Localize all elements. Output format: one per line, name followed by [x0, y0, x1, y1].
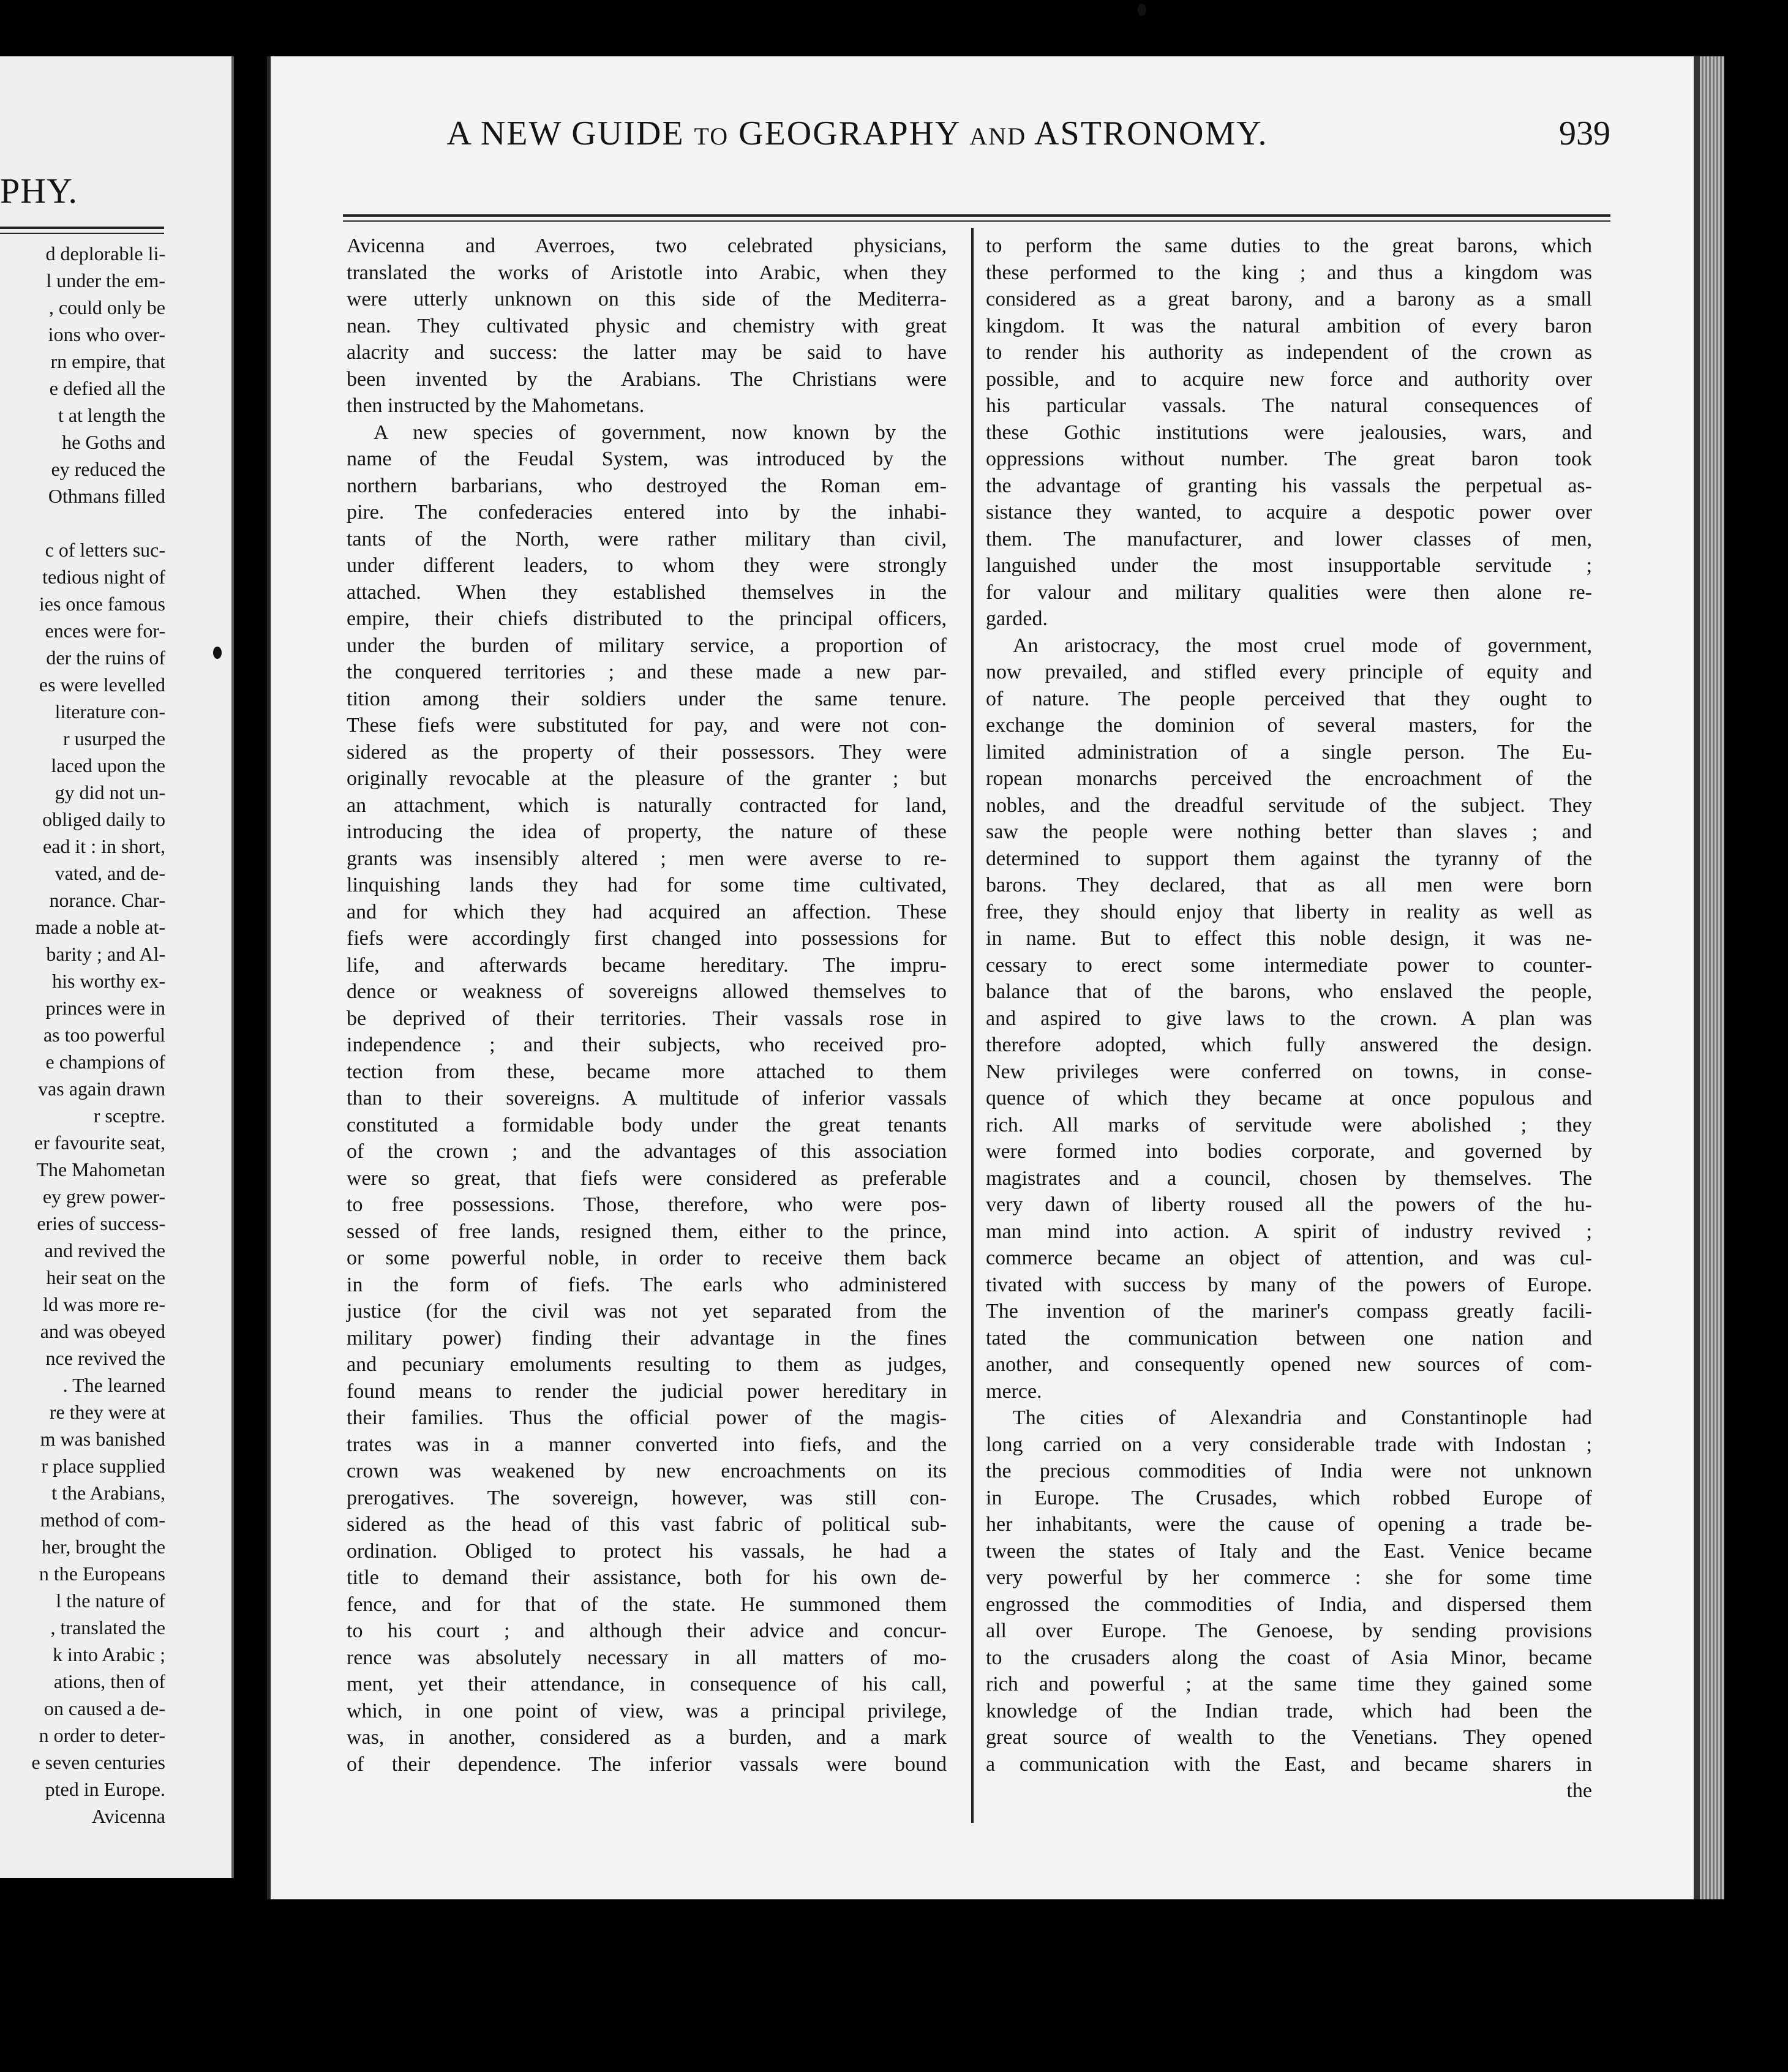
previous-page-line: t at length the: [58, 404, 165, 426]
text-line: attached. When they established themselves in the: [347, 580, 947, 604]
previous-page-line: as too powerful: [43, 1024, 165, 1046]
text-line: garded.: [986, 607, 1048, 630]
text-line: the conquered territories ; and these made a new par-: [347, 661, 947, 683]
previous-page-line: tedious night of: [42, 566, 165, 588]
previous-page-line: c of letters suc-: [45, 539, 165, 561]
text-line: northern barbarians, who destroyed the Roman em-: [347, 474, 947, 497]
text-line: tween the states of Italy and the East. Venice became: [986, 1539, 1592, 1563]
text-line: than to their sovereigns. A multitude of inferior vassals: [347, 1087, 947, 1109]
text-line: them. The manufacturer, and lower classes of men,: [986, 527, 1592, 550]
previous-page-line: pted in Europe.: [45, 1778, 165, 1800]
previous-page-line: heir seat on the: [46, 1266, 165, 1288]
previous-page-line: e seven centuries: [31, 1751, 165, 1773]
text-line: be deprived of their territories. Their vassals rose in: [347, 1007, 947, 1030]
text-line: trates was in a manner converted into fiefs, and the: [347, 1433, 947, 1456]
text-line: fiefs were accordingly first changed into possessions for: [347, 927, 947, 950]
previous-page-line: n order to deter-: [39, 1724, 165, 1746]
text-line: limited administration of a single person. The Eu-: [986, 740, 1592, 764]
text-line: his particular vassals. The natural consequences of: [986, 394, 1592, 417]
previous-page-line: der the ruins of: [46, 647, 165, 669]
text-line: sistance they wanted, to acquire a despotic power over: [986, 501, 1592, 524]
previous-page-line: ations, then of: [53, 1670, 165, 1692]
text-line: therefore adopted, which fully answered the design.: [986, 1034, 1592, 1056]
previous-page-line: e defied all the: [49, 377, 165, 399]
header-rule: [343, 214, 1610, 217]
previous-page-line: ions who over-: [48, 323, 165, 345]
text-line: A new species of government, now known by the: [374, 421, 947, 444]
previous-page-line: k into Arabic ;: [53, 1643, 165, 1665]
previous-page-line: he Goths and: [62, 431, 165, 453]
text-line: her inhabitants, were the cause of opening a trade be-: [986, 1513, 1592, 1536]
previous-page-line: r usurped the: [62, 727, 165, 749]
previous-page-line: rn empire, that: [50, 350, 165, 372]
text-line: very powerful by her commerce : she for some time: [986, 1566, 1592, 1589]
text-line: The invention of the mariner's compass greatly facili-: [986, 1300, 1592, 1323]
text-line: engrossed the commodities of India, and dispersed them: [986, 1593, 1592, 1616]
text-line: ordination. Obliged to protect his vassals, he had a: [347, 1539, 947, 1563]
text-line: found means to render the judicial power hereditary in: [347, 1379, 947, 1403]
text-line: to the crusaders along the coast of Asia Minor, became: [986, 1646, 1592, 1669]
text-line: and aspired to give laws to the crown. A plan was: [986, 1007, 1592, 1030]
header-title-part: ASTRONOMY.: [1034, 114, 1268, 152]
text-line: these performed to the king ; and thus a kingdom was: [986, 261, 1592, 284]
text-line: tivated with success by many of the powers of Europe.: [986, 1273, 1592, 1296]
text-line: independence ; and their subjects, who received pro-: [347, 1034, 947, 1056]
previous-page-text: [0, 240, 165, 1830]
text-line: Avicenna and Averroes, two celebrated physicians,: [347, 235, 947, 257]
text-line: knowledge of the Indian trade, which had been the: [986, 1699, 1592, 1722]
text-line: was, in another, considered as a burden, and a mark: [347, 1726, 947, 1749]
text-line: long carried on a very considerable trade with Indostan ;: [986, 1433, 1592, 1456]
text-line: were so great, that fiefs were considered as preferable: [347, 1166, 947, 1190]
text-line: under different leaders, to whom they were strongly: [347, 554, 947, 577]
text-line: been invented by the Arabians. The Christians were: [347, 367, 947, 391]
text-line: were utterly unknown on this side of the Mediterra-: [347, 288, 947, 310]
previous-page-line: on caused a de-: [43, 1697, 165, 1719]
previous-page-line: ey grew power-: [42, 1185, 165, 1207]
text-line: rence was absolutely necessary in all matters of mo-: [347, 1646, 947, 1669]
page-edge-stack: [1700, 56, 1724, 1899]
previous-page-line: and revived the: [44, 1239, 165, 1261]
previous-page-line: nce revived the: [45, 1347, 165, 1369]
text-line: barons. They declared, that as all men were born: [986, 874, 1592, 896]
text-line: nean. They cultivated physic and chemistry with great: [347, 314, 947, 337]
previous-page-line: t the Arabians,: [51, 1482, 165, 1504]
previous-page-line: r place supplied: [41, 1455, 165, 1477]
previous-page-line: Othmans filled: [48, 485, 165, 507]
text-line: to his court ; and although their advice and concur-: [347, 1620, 947, 1642]
previous-page-line: . The learned: [62, 1374, 165, 1396]
text-line: grants was insensibly altered ; men were averse to re-: [347, 847, 947, 870]
text-line: in the form of fiefs. The earls who administered: [347, 1273, 947, 1296]
previous-page-line: ld was more re-: [43, 1293, 165, 1315]
text-line: their families. Thus the official power of the magis-: [347, 1406, 947, 1429]
text-line: These fiefs were substituted for pay, and were not con-: [347, 714, 947, 737]
text-line: another, and consequently opened new sources of com-: [986, 1353, 1592, 1376]
text-line: translated the works of Aristotle into Arabic, when they: [347, 261, 947, 284]
text-line: to free possessions. Those, therefore, who were pos-: [347, 1193, 947, 1216]
previous-page-fragment: [0, 56, 234, 1878]
header-title-part: GEOGRAPHY: [738, 114, 960, 152]
previous-page-line: obliged daily to: [42, 808, 165, 830]
scan-speck: [213, 647, 222, 659]
previous-page-line: eries of success-: [37, 1212, 165, 1234]
text-line: considered as a great barony, and a barony as a small: [986, 288, 1592, 310]
text-line: determined to support them against the tyranny of the: [986, 847, 1592, 870]
text-line: a communication with the East, and became sharers in: [986, 1752, 1592, 1776]
text-line: The cities of Alexandria and Constantinople had: [1013, 1406, 1592, 1429]
previous-page-line: gy did not un-: [54, 781, 165, 803]
text-line: in name. But to effect this noble design, it was ne-: [986, 927, 1592, 950]
text-line: nobles, and the dreadful servitude of the subject. They: [986, 794, 1592, 817]
previous-page-line: ey reduced the: [51, 458, 165, 480]
text-column-right: [986, 233, 1592, 1804]
text-line: linquishing lands they had for some time cultivated,: [347, 874, 947, 896]
text-line: these Gothic institutions were jealousies, wars, and: [986, 421, 1592, 444]
text-line: of nature. The people perceived that they ought to: [986, 687, 1592, 710]
previous-page-line: , translated the: [50, 1616, 165, 1638]
previous-page-line: vated, and de-: [54, 862, 165, 884]
text-line: tection from these, became more attached to them: [347, 1060, 947, 1083]
text-line: tition among their soldiers under the same tenure.: [347, 687, 947, 710]
text-line: empire, their chiefs distributed to the principal officers,: [347, 607, 947, 630]
page-number: 939: [1559, 114, 1610, 152]
previous-page-line: The Mahometan: [36, 1158, 165, 1181]
header-rule-thin: [343, 220, 1610, 222]
text-line: in Europe. The Crusades, which robbed Europe of: [986, 1486, 1592, 1509]
text-line: and for which they had acquired an affection. These: [347, 900, 947, 923]
text-line: rich and powerful ; at the same time they gained some: [986, 1673, 1592, 1695]
previous-page-line: ead it : in short,: [43, 835, 165, 857]
text-line: under the burden of military service, a proportion of: [347, 634, 947, 657]
previous-page-line: ences were for-: [45, 620, 165, 642]
text-line: of the crown ; and the advantages of this association: [347, 1140, 947, 1163]
text-line: or some powerful noble, in order to receive them back: [347, 1247, 947, 1269]
previous-page-line: ies once famous: [39, 593, 165, 615]
text-line: now prevailed, and stifled every principle of equity and: [986, 661, 1592, 683]
previous-page-line: m was banished: [40, 1428, 165, 1450]
previous-page-line: his worthy ex-: [52, 970, 165, 992]
text-line: which, in one point of view, was a principal privilege,: [347, 1699, 947, 1722]
previous-page-line: , could only be: [48, 296, 165, 318]
text-line: rich. All marks of servitude were abolished ; they: [986, 1113, 1592, 1136]
text-line: commerce became an object of attention, and was cul-: [986, 1247, 1592, 1269]
text-line: sessed of free lands, resigned them, either to the prince,: [347, 1220, 947, 1243]
text-line: possible, and to acquire new force and authority over: [986, 367, 1592, 391]
text-line: sidered as the head of this vast fabric of political sub-: [347, 1513, 947, 1536]
previous-page-line: method of com-: [40, 1509, 165, 1531]
previous-page-header-rule-thin: [0, 233, 164, 234]
text-line: and pecuniary emoluments resulting to them as judges,: [347, 1353, 947, 1376]
text-line: ropean monarchs perceived the encroachment of the: [986, 767, 1592, 790]
text-line: great source of wealth to the Venetians. They opened: [986, 1726, 1592, 1749]
text-line: military power) finding their advantage in the fines: [347, 1326, 947, 1349]
text-line: title to demand their assistance, both for his own de-: [347, 1566, 947, 1589]
text-line: cessary to erect some intermediate power to counter-: [986, 953, 1592, 977]
text-line: all over Europe. The Genoese, by sending provisions: [986, 1620, 1592, 1642]
text-line: originally revocable at the pleasure of the granter ; but: [347, 767, 947, 790]
text-line: alacrity and success: the latter may be said to have: [347, 341, 947, 364]
text-line: life, and afterwards became hereditary. The impru-: [347, 953, 947, 977]
previous-page-line: and was obeyed: [40, 1320, 165, 1342]
text-line: then instructed by the Mahometans.: [347, 394, 645, 417]
text-line: kingdom. It was the natural ambition of every baron: [986, 314, 1592, 337]
text-line: crown was weakened by new encroachments on its: [347, 1460, 947, 1482]
previous-page-line: l under the em-: [46, 269, 165, 291]
text-line: dence or weakness of sovereigns allowed themselves to: [347, 980, 947, 1003]
text-line: to perform the same duties to the great barons, which: [986, 235, 1592, 257]
text-line: the precious commodities of India were not unknown: [986, 1460, 1592, 1482]
previous-page-line: e champions of: [45, 1051, 165, 1073]
previous-page-line: vas again drawn: [38, 1078, 165, 1100]
text-line: the: [1566, 1779, 1592, 1802]
header-title-connector: TO: [694, 122, 729, 150]
previous-page-line: es were levelled: [39, 674, 165, 696]
text-line: magistrates and a council, chosen by themselves. The: [986, 1166, 1592, 1190]
text-line: saw the people were nothing better than slaves ; and: [986, 820, 1592, 843]
previous-page-line: literature con-: [54, 700, 165, 723]
text-line: man mind into action. A spirit of industry revived ;: [986, 1220, 1592, 1243]
text-line: ment, yet their attendance, in consequence of his call,: [347, 1673, 947, 1695]
previous-page-line: l the nature of: [56, 1590, 165, 1612]
text-line: an attachment, which is naturally contracted for land,: [347, 794, 947, 817]
scan-speck: [1138, 4, 1146, 16]
previous-page-line: barity ; and Al-: [46, 943, 165, 965]
running-header: [282, 114, 1433, 153]
text-line: merce.: [986, 1379, 1042, 1403]
previous-page-line: norance. Char-: [49, 889, 165, 911]
previous-page-line: er favourite seat,: [34, 1132, 165, 1154]
text-line: balance that of the barons, who enslaved the people,: [986, 980, 1592, 1003]
previous-page-line: her, brought the: [41, 1536, 165, 1558]
header-title-part: A NEW GUIDE: [446, 114, 685, 152]
text-line: justice (for the civil was not yet separated from the: [347, 1300, 947, 1323]
previous-page-header-rule: [0, 227, 164, 229]
text-line: free, they should enjoy that liberty in reality as well as: [986, 900, 1592, 923]
text-line: tated the communication between one nation and: [986, 1326, 1592, 1349]
previous-page-line: princes were in: [45, 997, 165, 1019]
text-line: prerogatives. The sovereign, however, was still con-: [347, 1486, 947, 1509]
previous-page-line: re they were at: [49, 1401, 165, 1423]
previous-page-line: d deplorable li-: [45, 242, 165, 265]
text-line: An aristocracy, the most cruel mode of government,: [1013, 634, 1592, 657]
text-line: to render his authority as independent of the crown as: [986, 341, 1592, 364]
text-line: were formed into bodies corporate, and governed by: [986, 1140, 1592, 1163]
column-divider: [971, 228, 974, 1823]
text-line: oppressions without number. The great baron took: [986, 448, 1592, 470]
text-line: languished under the most insupportable servitude ;: [986, 554, 1592, 577]
text-line: for valour and military qualities were then alone re-: [986, 580, 1592, 604]
text-column-left: [347, 233, 947, 1777]
text-line: very dawn of liberty roused all the powers of the hu-: [986, 1193, 1592, 1216]
previous-page-line: laced upon the: [51, 754, 165, 776]
text-line: the advantage of granting his vassals the perpetual as-: [986, 474, 1592, 497]
text-line: tants of the North, were rather military than civil,: [347, 527, 947, 550]
text-line: New privileges were conferred on towns, in conse-: [986, 1060, 1592, 1083]
text-line: constituted a formidable body under the great tenants: [347, 1113, 947, 1136]
text-line: fence, and for that of the state. He summoned them: [347, 1593, 947, 1616]
header-title-connector: AND: [969, 122, 1027, 150]
previous-page-line: n the Europeans: [39, 1563, 165, 1585]
previous-page-line: made a noble at-: [35, 916, 165, 938]
text-line: exchange the dominion of several masters, for the: [986, 714, 1592, 737]
previous-page-line: r sceptre.: [93, 1105, 165, 1127]
text-line: introducing the idea of property, the nature of these: [347, 820, 947, 843]
previous-page-line: Avicenna: [91, 1805, 165, 1827]
previous-page-line: [0, 509, 165, 536]
previous-page-running-header: PHY.: [0, 171, 78, 211]
text-line: quence of which they became at once populous and: [986, 1087, 1592, 1109]
text-line: of their dependence. The inferior vassals were bound: [347, 1752, 947, 1776]
text-line: pire. The confederacies entered into by the inhabi-: [347, 501, 947, 524]
text-line: name of the Feudal System, was introduced by the: [347, 448, 947, 470]
text-line: sidered as the property of their possessors. They were: [347, 740, 947, 764]
